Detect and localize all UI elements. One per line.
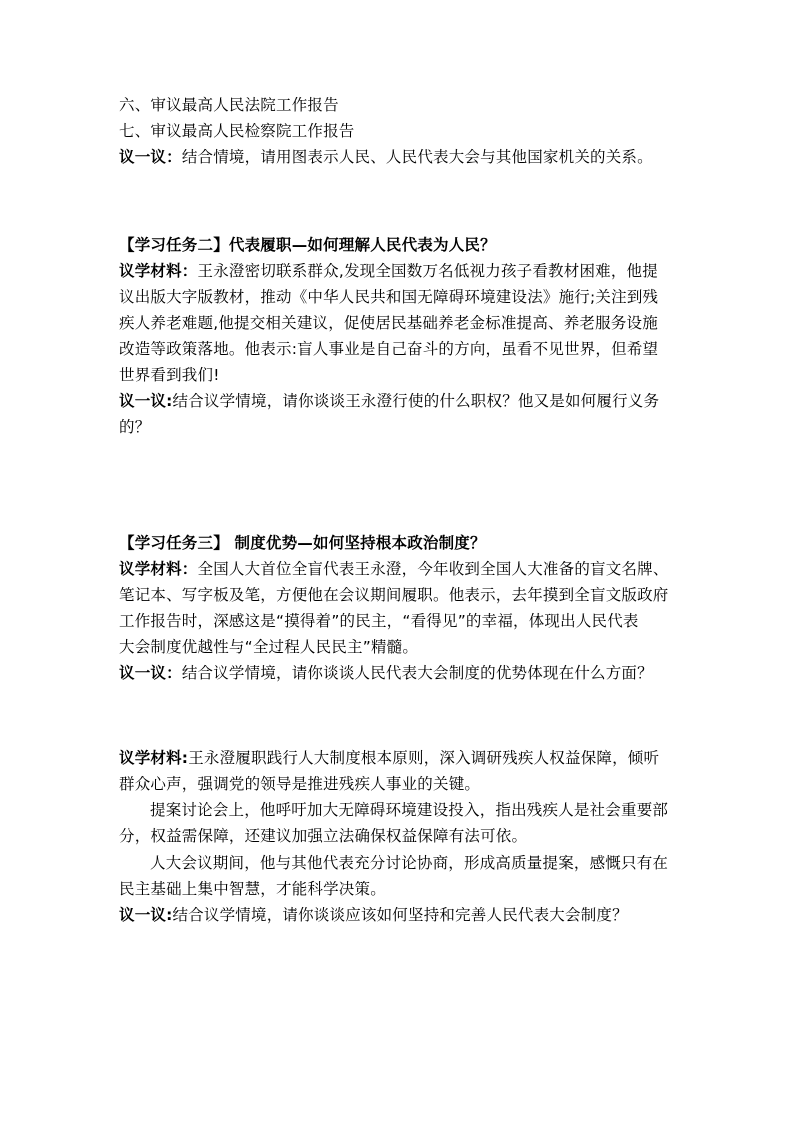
- task2-material-line-2: 议出版大字版教材，推动《中华人民共和国无障碍环境建设法》施行;关注到残: [119, 288, 659, 306]
- task3-heading: 【学习任务三】 制度优势—如何坚持根本政治制度？: [119, 534, 486, 552]
- discuss-label: 议一议:: [119, 392, 173, 410]
- material-text: 王永澄履职践行人大制度根本原则，深入调研残疾人权益保障，倾听: [188, 749, 660, 767]
- material-text: 全国人大首位全盲代表王永澄，今年收到全国人大准备的盲文名牌、: [197, 560, 669, 578]
- material-label: 议学材料：: [119, 560, 198, 578]
- discuss-text: 结合议学情境，请你谈谈王永澄行使的什么职权？他又是如何履行义务: [172, 392, 660, 410]
- task2-material-line-3: 疾人养老难题,他提交相关建议，促使居民基础养老金标准提高、养老服务设施: [119, 314, 658, 332]
- task3-material-line-4: 大会制度优越性与“全过程人民民主”精髓。: [119, 638, 419, 656]
- material-text: 王永澄密切联系群众,发现全国数万名低视力孩子看教材困难，他提: [197, 262, 658, 280]
- discuss-text: 结合议学情境，请你谈谈应该如何坚持和完善人民代表大会制度？: [172, 906, 628, 924]
- task2-material-line-4: 改造等政策落地。他表示:盲人事业是自己奋斗的方向，虽看不见世界，但希望: [119, 340, 659, 358]
- discuss-label: 议一议：: [119, 148, 182, 166]
- discuss-text: 结合情境，请用图表示人民、人民代表大会与其他国家机关的关系。: [181, 148, 653, 166]
- task3-discuss: [119, 662, 653, 684]
- task2-material-line-5: 世界看到我们!: [119, 366, 220, 384]
- material-label: 议学材料：: [119, 262, 198, 280]
- task2-material-line-1: [119, 260, 658, 282]
- discuss-text: 结合议学情境，请你谈谈人民代表大会制度的优势体现在什么方面？: [181, 664, 653, 682]
- task2-discuss-line-2: 的？: [119, 418, 151, 436]
- task3-material-line-2: 笔记本、写字板及笔，方便他在会议期间履职。他表示，去年摸到全盲文版政府: [119, 586, 669, 604]
- material4-para2-line-2: 分，权益需保障，还建议加强立法确保权益保障有法可依。: [119, 827, 528, 845]
- material4-para2-line-1: 提案讨论会上，他呼吁加大无障碍环境建设投入，指出残疾人是社会重要部: [150, 801, 669, 819]
- agenda-item-7: 七、审议最高人民检察院工作报告: [119, 122, 355, 140]
- task3-material-line-3: 工作报告时，深感这是“摸得着”的民主，“看得见”的幸福，体现出人民代表: [119, 612, 639, 630]
- task2-heading: 【学习任务二】代表履职—如何理解人民代表为人民？: [119, 236, 496, 254]
- discuss-label: 议一议:: [119, 906, 173, 924]
- agenda-item-6: 六、审议最高人民法院工作报告: [119, 96, 339, 114]
- material4-line-2: 群众心声，强调党的领导是推进残疾人事业的关键。: [119, 775, 481, 793]
- material4-para3-line-2: 民主基础上集中智慧，才能科学决策。: [119, 880, 386, 898]
- discuss-prompt-1: [119, 146, 653, 168]
- task2-discuss-line-1: [119, 390, 659, 412]
- material4-discuss: [119, 904, 628, 926]
- task3-material-line-1: [119, 558, 669, 580]
- material-label: 议学材料:: [119, 749, 189, 767]
- material4-line-1: [119, 747, 659, 769]
- material4-para3-line-1: 人大会议期间，他与其他代表充分讨论协商，形成高质量提案，感慨只有在: [150, 854, 669, 872]
- discuss-label: 议一议：: [119, 664, 182, 682]
